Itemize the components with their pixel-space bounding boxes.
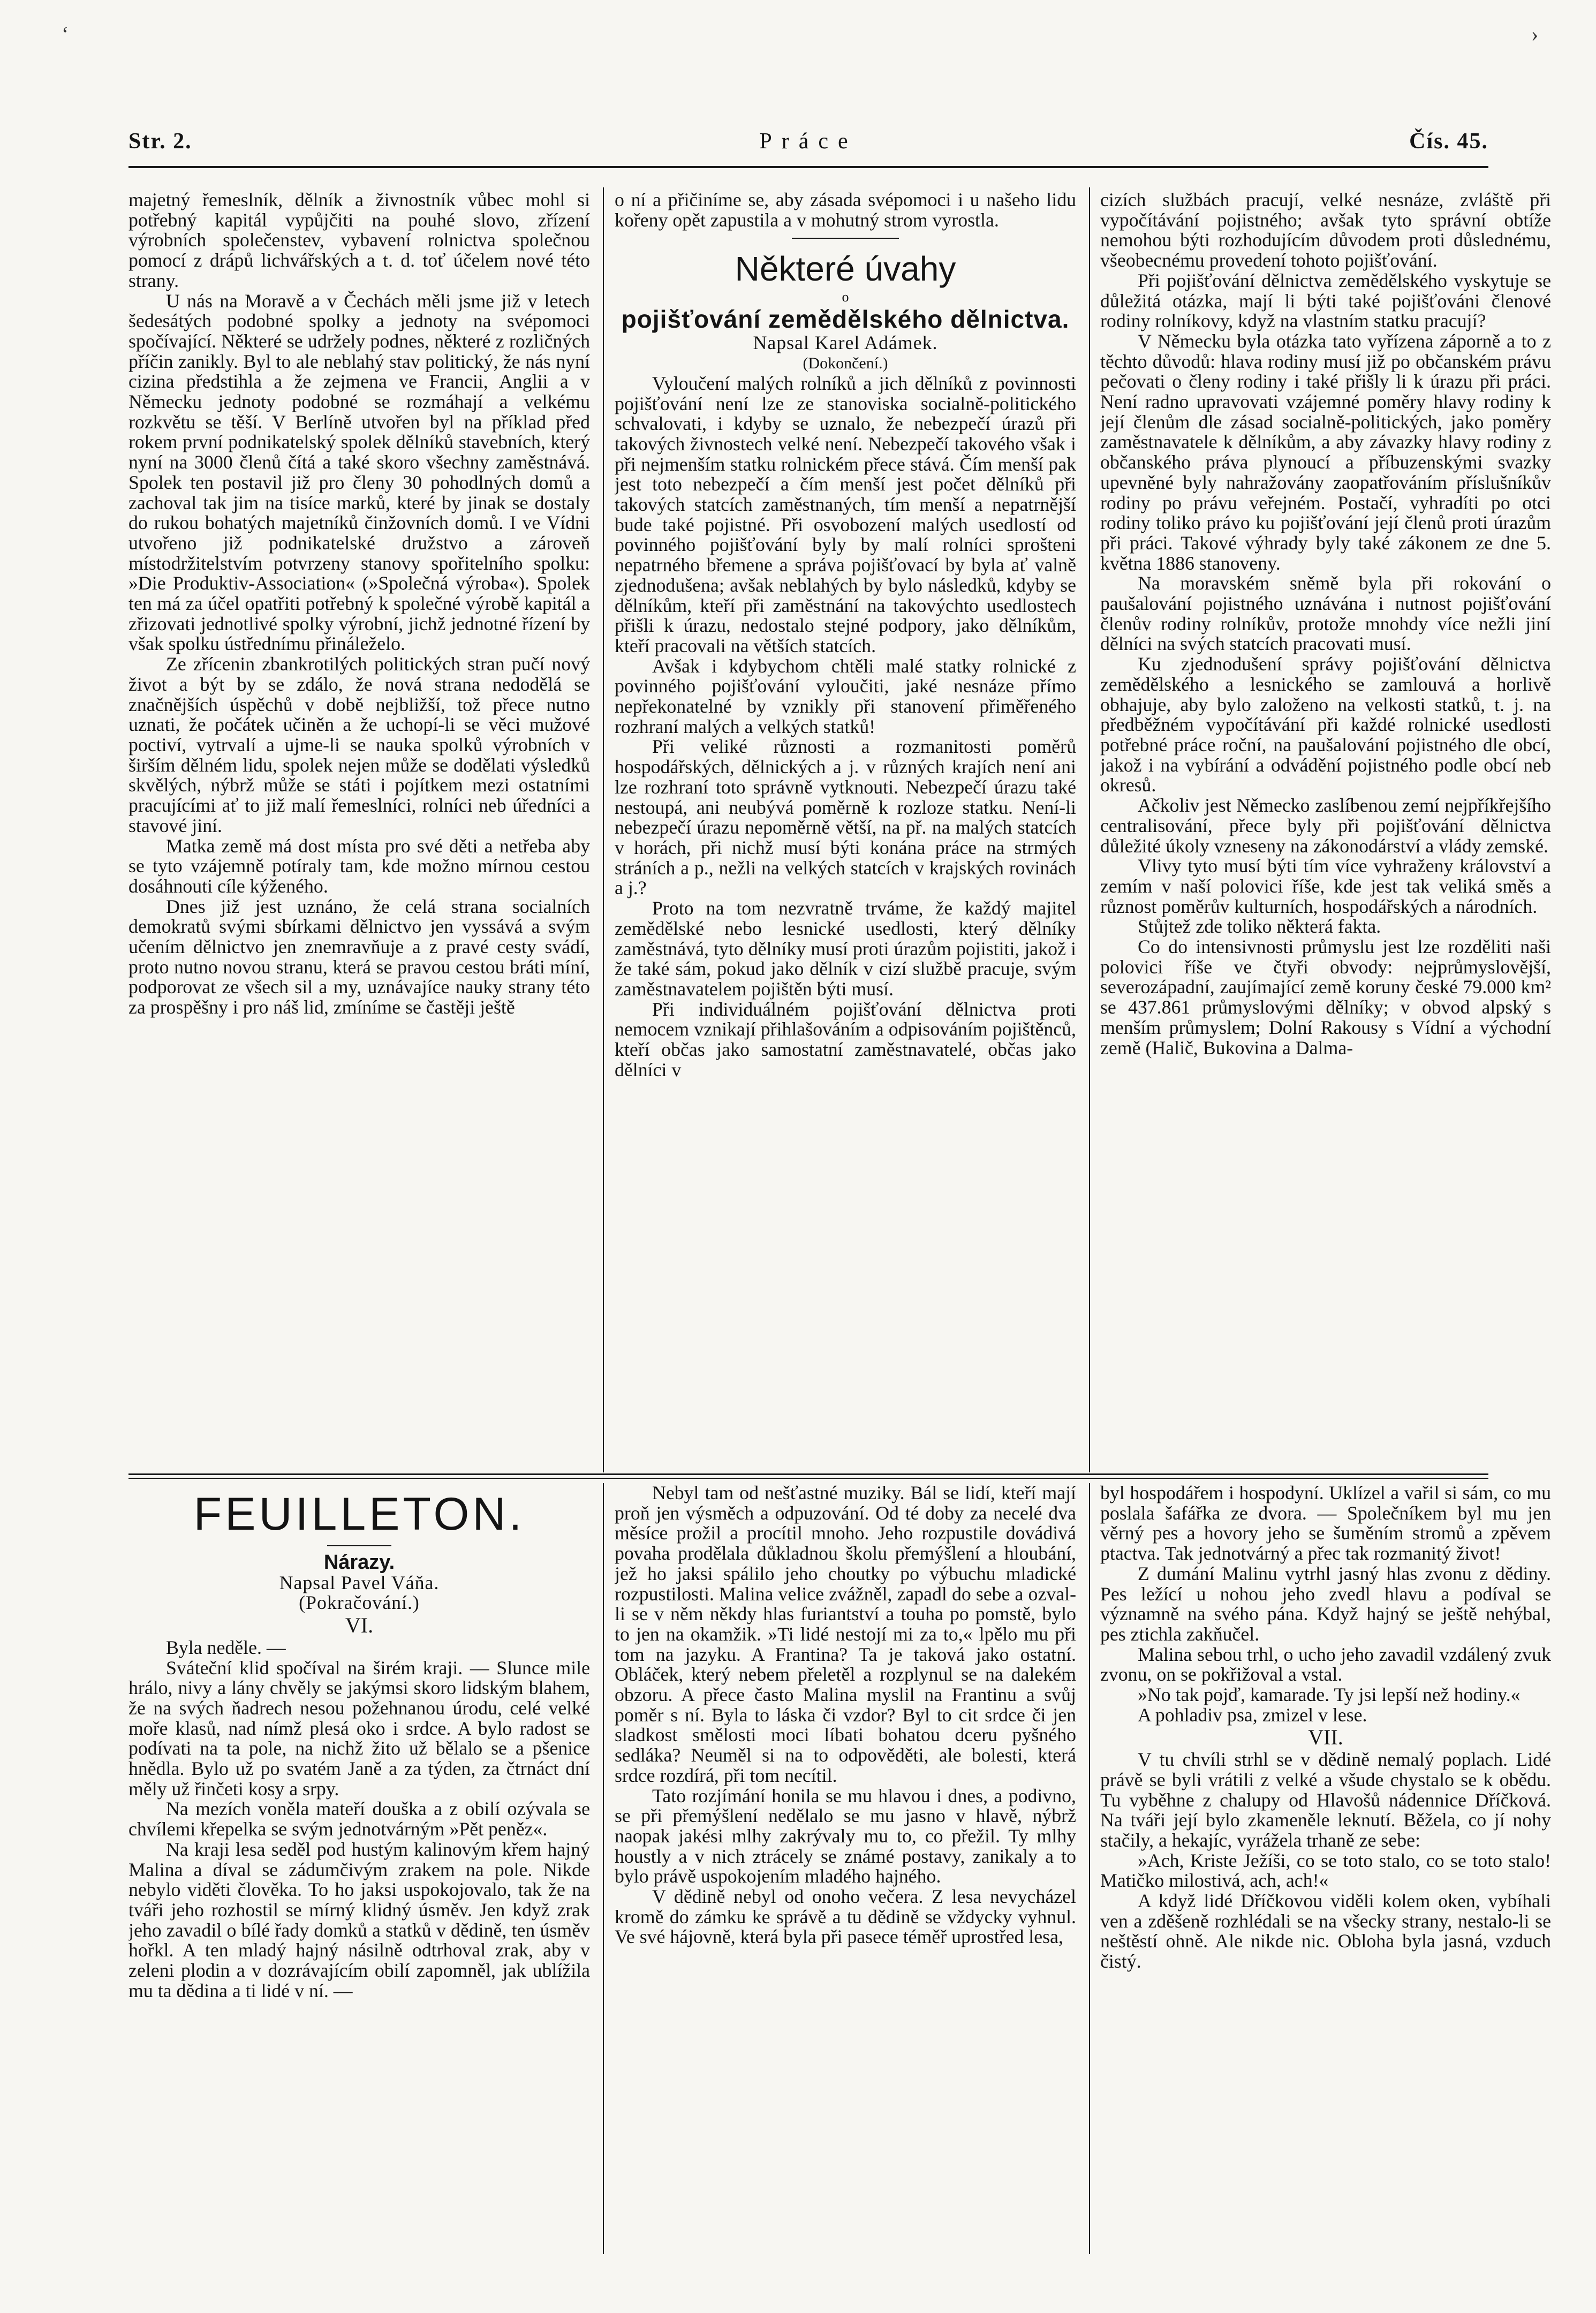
article-byline: Napsal Karel Adámek. <box>753 332 938 354</box>
feuilleton-heading: FEUILLETON. <box>193 1488 525 1540</box>
paragraph: A když lidé Dříčkovou viděli kolem oken, vybíhali ven a zděšeně rozhlédali se na všecky strany, nestalo-li se neštěstí ohně. Ale nikde nic. Obloha byla jasná, vzduch čistý. <box>1100 1890 1551 1972</box>
paragraph: Malina sebou trhl, o ucho jeho zavadil vzdálený zvuk zvonu, on se pokřižoval a vstal. <box>1100 1643 1551 1685</box>
paragraph: Ku zjednodušení správy pojišťování dělnictva zemědělského a lesnického se zamlouvá a horlivě obhajuje, aby bylo založeno na velkosti statků, t. j. na předběžném vypočítávání při každé rolnické usedlosti potřebné práce roční, na paušalování pojistného dle obcí, jakož i na vybírání a odvádění pojistného podle obcí neb okresů. <box>1100 653 1551 796</box>
story-note: (Pokračování.) <box>299 1592 420 1614</box>
paragraph: U nás na Moravě a v Čechách měli jsme již v letech šedesátých podobné spolky a jednoty na svépomoci spočívající. Některé se udržely podnes, některé z rozličných příčin zanikly. Byl to ale neblahý stav politický, že nás nyní cizina předstihla a že zejmena ve Francii, Anglii a v Německu jednoty podobné se rozmáhají a velkému rozkvětu se těší. V Berlíně utvořen byl na příklad před rokem první podnikatelský spolek dělníků stavebních, který nyní na 3000 členů čítá a také skoro všechny zaměstnává. Spolek ten postavil již pro členy 30 pohodlných domů a zachoval tak jim na tisíce marků, které by jinak se dostaly do rukou bohatých majetníků činžovních domů. I ve Vídni utvořeno již podnikatelské družstvo a zároveň místodržitelstvím potvrzeny stanovy spořitelního spolku: »Die Produktiv-Association« (»Společná výroba«). Spolek ten má za účel opatřiti potřebný k společné výrobě kapitál a zřizovati jednotlivé spolky výrobní, jichž jednotné řízení by však spolku ústřednímu přináleželo. <box>128 290 590 655</box>
corner-mark: ‘ <box>62 22 69 46</box>
paragraph: cizích službách pracují, velké nesnáze, zvláště při vypočítávání pojistného; avšak tyto správní obtíže nemohou býti rozhodujícím důvodem proti důslednému, všeobecnému provedení tohoto pojišťování. <box>1100 190 1551 271</box>
feuilleton-column-1 <box>128 1483 590 2254</box>
column-3-top <box>1100 190 1551 1464</box>
feuilleton-rule <box>128 1478 1488 1479</box>
paragraph: Proto na tom nezvratně trváme, že každý majitel zemědělské nebo lesnické usedlosti, který dělníky zaměstnává, tyto dělníky musí proti úrazům pojistiti, jakož i že také sám, pokud jako dělník v cizí službě pracuje, svým zaměstnavatelem pojištěn býti musí. <box>615 897 1076 1000</box>
story-title: Nárazy. <box>323 1551 395 1574</box>
article-subtitle: pojišťování zemědělského dělnictva. <box>621 305 1070 334</box>
paragraph: Vlivy tyto musí býti tím více vyhraženy království a zemím v naší polovici říše, kde jest tak veliká směs a různost poměrův kulturních, hospodářských a národních. <box>1100 855 1551 917</box>
column-divider <box>1089 1483 1090 2254</box>
paragraph: Při pojišťování dělnictva zemědělského vyskytuje se důležitá otázka, mají li býti také pojišťováni členové rodiny rolníkovy, když na vlastním statku pracují? <box>1100 269 1551 332</box>
paragraph: »Ach, Kriste Ježíši, co se toto stalo, co se toto stalo! Matičko milostivá, ach, ach!« <box>1100 1849 1551 1892</box>
paragraph: Dnes již jest uznáno, že celá strana socialních demokratů svými sbírkami dělnictvo jen vyssává a svým učením dělnictvo jen znemravňuje a z pravé cesty svádí, proto nutno novou stranu, která se pravou cestou bráti míní, podporovat ze všech sil a my, uznávajíce nauky strany této za prospěšny i pro náš lid, zmíníme se častěji ještě <box>128 895 590 1018</box>
column-divider <box>603 1483 604 2254</box>
story-byline: Napsal Pavel Váňa. <box>279 1571 440 1593</box>
header-rule <box>128 166 1488 168</box>
paragraph: Stůjtež zde toliko některá fakta. <box>1138 916 1381 938</box>
paragraph: V dědině nebyl od onoho večera. Z lesa nevycházel kromě do zámku ke správě a tu dědině se vždycky vyhnul. Ve své hájovně, která byla při pasece téměř uprostřed lesa, <box>615 1886 1076 1948</box>
paragraph: Z dumání Malinu vytrhl jasný hlas zvonu z dědiny. Pes ležící u nohou jeho zvedl hlavu a podíval se významně na svého pána. Když hajný se ještě nehýbal, pes ztichla zakňučel. <box>1100 1562 1551 1645</box>
paragraph: Ačkoliv jest Německo zaslíbenou zemí nejpříkřejšího centralisování, přece byly při pojišťování dělnictva důležité úkoly vzneseny na zákonodárství a vlády zemské. <box>1100 795 1551 857</box>
paragraph: Matka země má dost místa pro své děti a netřeba aby se tyto vzájemně potíraly tam, kde možno mírnou cestou dosáhnouti cíle kýženého. <box>128 835 590 897</box>
paragraph: Tato rozjímání honila se mu hlavou i dnes, a podivno, se při přemýšlení nedělalo se mu jasno v hlavě, nýbrž naopak jakési mlhy zakrývaly mu to, co přežil. Ty mlhy houstly a v nich ztrácely se známé postavy, zanikaly a to bylo právě uspokojením mladého hajného. <box>615 1785 1076 1887</box>
page-number: Str. 2. <box>128 129 192 154</box>
paragraph: Vyloučení malých rolníků a jich dělníků z povinnosti pojišťování není lze ze stanoviska socialně-politického schvalovati, i kdyby se uznalo, že nebezpečí úrazů při takových živnostech velké není. Nebezpečí takového však i při nejmenším statku rolnickém přece stává. Čím menší pak jest toto nebezpečí a čím menší jest počet dělníků při takových statcích zaměstnaných, tím menší a nepatrnější bude také pojistné. Při osvobození malých usedlostí od povinného pojišťování byly by malí rolníci sprošteni nepatrného břemene a správa pojišťovací by byla ať valně zjednodušena; avšak neblahých by bylo následků, kdyby se dělníkům, kteří při zaměstnání na takovýchto usedlostech přišli k úrazu, nedostalo stejné podpory, jako dělníkům, kteří pracovali na větších statcích. <box>615 372 1076 656</box>
article-note: (Dokončení.) <box>803 354 888 373</box>
chapter-number: VI. <box>345 1613 374 1638</box>
paragraph: Na kraji lesa seděl pod hustým kalinovým křem hajný Malina a díval se zádumčivým zrakem na pole. Nikde nebylo viděti člověka. To ho jaksi uspokojovalo, tak že na tváři jeho rozhostil se mírný klidný úsměv. Jen když zrak jeho zavadil o bílé řady domků a statků v dědině, ten úsměv hořkl. A ten mladý hajný násilně odtrhoval zrak, aby v zeleni plodin a v dozrávajícím obilí zapomněl, jak ublížila mu ta dědina a ti lidé v ní. — <box>128 1838 590 2001</box>
paragraph: Na mezích voněla mateří douška a z obilí ozývala se chvílemi křepelka se svým jednotvárným »Pět peněz«. <box>128 1798 590 1840</box>
newspaper-name: Práce <box>759 129 858 154</box>
paragraph: »No tak pojď, kamarade. Ty jsi lepší než hodiny.« <box>1138 1684 1521 1706</box>
chapter-number: VII. <box>1308 1725 1343 1750</box>
issue-number: Čís. 45. <box>1409 129 1488 154</box>
paragraph: Ze zřícenin zbankrotilých politických stran pučí nový život a být by se zdálo, že nová strana nedodělá se značnějších úspěchů v době nejbližší, tož přece nutno uznati, že počátek učiněn a že uchopí-li se věci mužové poctiví, vytrvalí a ujme-li se nauka spolků výrobních v širším dělném lidu, spolek nejen může se dodělati výsledků skvělých, nýbrž může se státi i pojítkem mezi ostatními pracujícími ať to již malí řemeslníci, rolníci neb úředníci a stavové jiní. <box>128 653 590 836</box>
feuilleton-column-2 <box>615 1483 1076 2254</box>
feuilleton-rule <box>128 1473 1488 1475</box>
section-rule <box>327 1545 391 1546</box>
paragraph: A pohladiv psa, zmizel v lese. <box>1138 1704 1367 1726</box>
paragraph: o ní a přičiníme se, aby zásada svépomoci i u našeho lidu kořeny opět zapustila a v mohutný strom vyrostla. <box>615 190 1076 231</box>
article-title: Některé úvahy <box>735 250 956 289</box>
paragraph: Nebyl tam od nešťastné muziky. Bál se lidí, kteří mají proň jen výsměch a odpuzování. Od té doby za necelé dva měsíce prožil a procítil mnoho. Jeho rozpustile dovádivá povaha prodělala důkladnou školu přemýšlení a hloubání, jež ho jaksi spálilo jeho choutky po výbuchu mladické rozpustilosti. Malina velice zvážněl, zapadl do sebe a ozval-li se v něm někdy hlas furiantství a touha po pomstě, bylo to jen na okamžik. »Ti lidé nestojí mi za to,« lpělo mu při tom na jazyku. A Frantina? Ta je taková jako ostatní. Obláček, který nebem přeletěl a rozplynul se na dalekém obzoru. A přece často Malina myslil na Frantinu a svůj poměr s ní. Byla to láska či vzdor? Byl to cit srdce či jen sladkost smělosti moci líbati bohatou dceru pyšného sedláka? Neuměl si na to odpověděti, ale bolesti, která srdce rozdírá, při tom necítil. <box>615 1483 1076 1786</box>
article-connector: o <box>842 289 849 305</box>
page-header <box>128 128 1488 161</box>
feuilleton-column-3 <box>1100 1483 1551 2254</box>
paragraph: Při individuálném pojišťování dělnictva proti nemocem vznikají přihlašováním a odpisováním pojištěnců, kteří občas jako samostatní zaměstnavatelé, občas jako dělníci v <box>615 998 1076 1080</box>
paragraph: Byla neděle. — <box>166 1636 286 1658</box>
column-divider <box>603 187 604 1472</box>
paragraph: V Německu byla otázka tato vyřízena záporně a to z těchto důvodů: hlava rodiny musí již po občanském právu pečovati o členy rodiny i také přišly li k úrazu při práci. Není radno upravovati vzájemné poměry hlavy rodiny k její členům dle zásad socialně-politických, jako poměry zaměstnavatele k dělníkům, a aby závazky hlavy rodiny z občanského práva plynoucí a příbuzenskými svazky upevněné byly nahražovány zaopatřováním příslušníkův rodiny po právu veřejném. Postačí, vyhradíti po otci rodiny toliko právo ku pojišťování její členů proti úrazům při práci. Takové výhrady byly také zákonem ze dne 5. května 1886 stanoveny. <box>1100 330 1551 574</box>
paragraph: Na moravském sněmě byla při rokování o paušalování pojistného uznávána i nutnost pojišťování členův rodiny rolníkův, protože mnohdy více nežli jiní dělníci na svých statcích pracovati musí. <box>1100 572 1551 655</box>
column-divider <box>1089 187 1090 1472</box>
paragraph: Při veliké různosti a rozmanitosti poměrů hospodářských, dělnických a j. v různých krajích není ani lze rozhraní toto správně vytknouti. Nebezpečí úrazu také nestoupá, ani neubývá poměrně k rozloze statku. Není-li nebezpečí úrazu nepoměrně větší, na př. na malých statcích v horách, při nichž musí býti konána práce na strmých stráních a p., nežli na velkých statcích v krajských rovinách a j.? <box>615 736 1076 899</box>
paragraph: Sváteční klid spočíval na širém kraji. — Slunce mile hrálo, nivy a lány chvěly se jakýmsi skoro lidským blahem, že na svých ňadrech nesou požehnanou úrodu, celé velké moře klasů, nad nímž plesá oko i srdce. A bylo radost se podívati na ta pole, na nichž žito už bělalo se a pšenice hnědla. Bylo už po svatém Janě a za týden, za čtrnáct dní měly už řinčeti kosy a srpy. <box>128 1657 590 1800</box>
paragraph: Avšak i kdybychom chtěli malé statky rolnické z povinného pojišťování vyloučiti, jaké nesnáze přímo nepřekonatelné by vznikly při stanovení přiměřeného rozhraní malých a velkých statků! <box>615 655 1076 737</box>
column-2-top <box>615 190 1076 1464</box>
corner-mark: › <box>1531 22 1539 46</box>
paragraph: byl hospodářem i hospodyní. Uklízel a vařil si sám, co mu poslala šafářka ze dvora. — Společníkem byl mu jen věrný pes a hovory jeho se šuměním stromů a zpěvem ptactva. Tak jednotvárný a přec tak rozmanitý život! <box>1100 1483 1551 1564</box>
paragraph: majetný řemeslník, dělník a živnostník vůbec mohl si potřebný kapitál vypůjčiti na pouhé slovo, zřízení výrobních společenstev, vybavení rolnictva společnou pomocí z drápů lichvářských a t. d. toť účelem nové této strany. <box>128 190 590 291</box>
paragraph: V tu chvíli strhl se v dědině nemalý poplach. Lidé právě se byli vrátili z velké a všude chystalo se k obědu. Tu vyběhne z chalupy od Hlavošů nádennice Dříčková. Na tváři její bylo zkameněle leknutí. Běžela, co jí nohy stačily, a hekajíc, vyrážela trhaně ze sebe: <box>1100 1749 1551 1851</box>
section-rule <box>792 238 899 239</box>
paragraph: Co do intensivnosti průmyslu jest lze rozděliti naši polovici říše ve čtyři obvody: nejprůmyslovější, severozápadní, zaujímající země koruny české 79.000 km² se 437.861 průmyslovými dělníky; v obvod alpský s menším průmyslem; Dolní Rakousy s Vídní a východní země (Halič, Bukovina a Dalma- <box>1100 936 1551 1059</box>
column-1-top <box>128 190 590 1464</box>
